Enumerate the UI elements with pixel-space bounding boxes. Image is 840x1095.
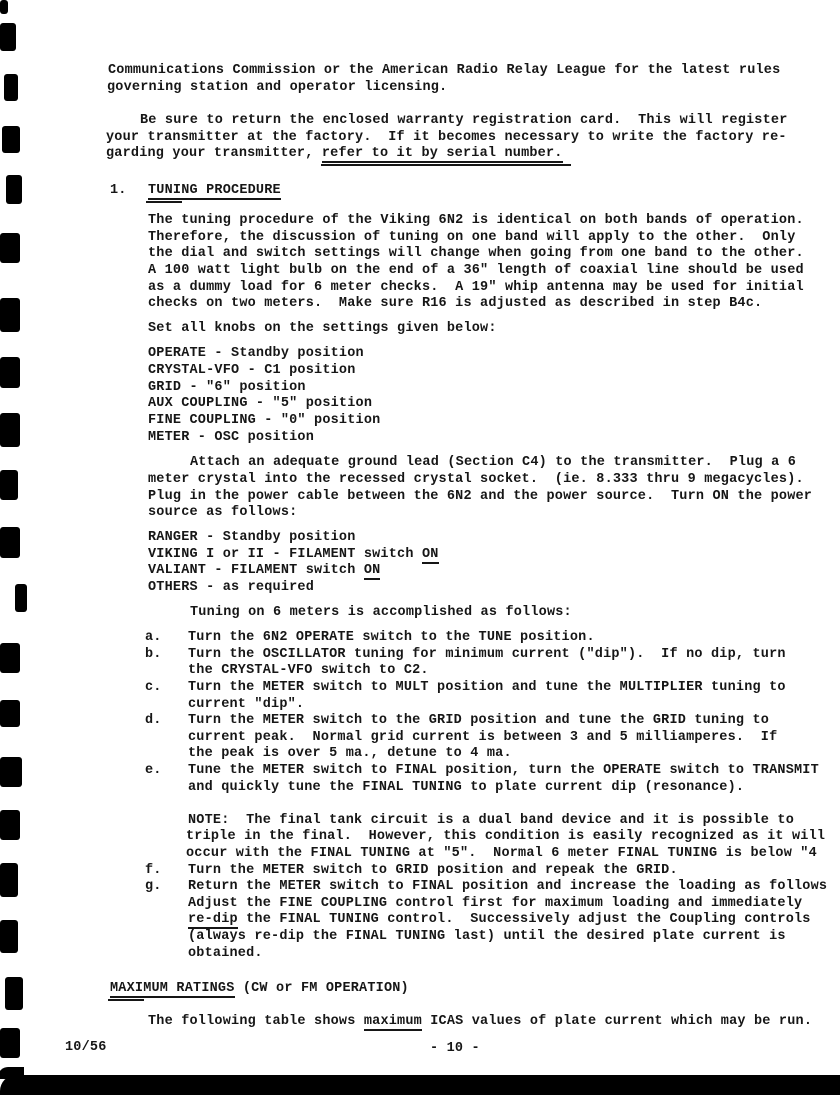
text-line (188, 946, 263, 961)
text-segment: the FINAL TUNING control. Successively adjust the Coupling controls (237, 912, 811, 927)
text-segment: RANGER - Standby position (148, 530, 356, 545)
text-line (186, 829, 825, 844)
binding-hole (0, 527, 20, 558)
text-line (188, 863, 678, 878)
text-line (148, 430, 314, 445)
text-segment: Return the METER switch to FINAL position and increase the loading as follows (188, 879, 828, 894)
binding-hole (0, 700, 20, 727)
binding-hole (0, 810, 20, 840)
underlined-text: maximum (363, 1014, 422, 1029)
text-segment: AUX COUPLING - "5" position (148, 396, 373, 411)
text-line (148, 530, 356, 545)
text-line (186, 846, 817, 861)
text-line (148, 580, 314, 595)
text-line (188, 813, 794, 828)
text-segment: (CW or FM OPERATION) (234, 981, 409, 996)
text-line (188, 713, 769, 728)
text-line (148, 321, 497, 336)
text-line (190, 605, 572, 620)
binding-hole (0, 863, 18, 897)
text-segment: g. (145, 879, 162, 894)
text-segment: c. (145, 680, 162, 695)
text-line (188, 879, 827, 894)
text-line (140, 113, 788, 128)
text-segment: The tuning procedure of the Viking 6N2 is identical on both bands of operation. (148, 213, 804, 228)
binding-hole (0, 920, 18, 953)
text-line (145, 680, 162, 695)
binding-hole (0, 413, 20, 447)
text-segment: b. (145, 647, 162, 662)
underlined-text: ON (363, 563, 381, 578)
text-segment: Turn the 6N2 OPERATE switch to the TUNE position. (188, 630, 595, 645)
text-line (188, 912, 811, 927)
text-line (188, 680, 786, 695)
text-segment: the peak is over 5 ma., detune to 4 ma. (188, 746, 512, 761)
scan-bottom-bar (0, 1075, 840, 1095)
text-line (148, 363, 356, 378)
text-line (148, 505, 297, 520)
text-line (148, 1014, 812, 1029)
text-line (145, 647, 162, 662)
text-line (108, 63, 780, 78)
text-line (148, 413, 380, 428)
binding-hole (0, 298, 20, 332)
text-line (110, 183, 127, 198)
text-line (145, 863, 162, 878)
binding-hole (15, 584, 27, 612)
text-segment: NOTE: The final tank circuit is a dual band device and it is possible to (188, 813, 794, 828)
text-segment: meter crystal into the recessed crystal socket. (ie. 8.333 thru 9 megacycles). (148, 472, 804, 487)
text-line (188, 730, 777, 745)
text-line (148, 263, 804, 278)
text-segment: Turn the METER switch to the GRID position and tune the GRID tuning to (188, 713, 770, 728)
text-segment: VIKING I or II - FILAMENT switch (148, 547, 422, 562)
text-segment: OTHERS - as required (148, 580, 315, 595)
text-line (107, 80, 447, 95)
text-line (148, 547, 439, 562)
text-segment: Therefore, the discussion of tuning on one band will apply to the other. Only (148, 230, 796, 245)
text-line (188, 896, 802, 911)
text-line (188, 663, 429, 678)
text-line (148, 396, 372, 411)
text-segment: Attach an adequate ground lead (Section C4) to the transmitter. Plug a 6 (190, 455, 796, 470)
text-segment: ICAS values of plate current which may be run. (421, 1014, 813, 1029)
binding-hole (2, 126, 20, 153)
text-segment: OPERATE - Standby position (148, 346, 364, 361)
binding-hole (0, 757, 22, 787)
text-segment: Adjust the FINE COUPLING control first for maximum loading and immediately (188, 896, 803, 911)
binding-hole (0, 0, 8, 14)
text-segment: Communications Commission or the American Radio Relay League for the latest rules (108, 63, 781, 78)
text-line (188, 780, 744, 795)
text-line (188, 697, 304, 712)
text-segment: Turn the OSCILLATOR tuning for minimum current ("dip"). If no dip, turn (188, 647, 786, 662)
binding-hole (0, 233, 20, 263)
underlined-text: TUNING PROCEDURE (148, 183, 281, 198)
text-line (188, 763, 819, 778)
text-segment: governing station and operator licensing. (107, 80, 448, 95)
text-line (110, 981, 409, 996)
text-line (145, 630, 162, 645)
text-segment: Tune the METER switch to FINAL position, turn the OPERATE switch to TRANSMIT (188, 763, 819, 778)
text-segment: occur with the FINAL TUNING at "5". Normal 6 meter FINAL TUNING is below "4 (186, 846, 817, 861)
text-segment: checks on two meters. Make sure R16 is adjusted as described in step B4c. (148, 296, 763, 311)
text-segment: (always re-dip the FINAL TUNING last) until the desired plate current is (188, 929, 786, 944)
text-line (148, 183, 281, 198)
text-line (106, 130, 787, 145)
text-segment: and quickly tune the FINAL TUNING to plate current dip (resonance). (188, 780, 745, 795)
text-segment: Turn the METER switch to MULT position and tune the MULTIPLIER tuning to (188, 680, 786, 695)
footer-date: 10/56 (65, 1040, 107, 1055)
text-line (188, 630, 595, 645)
text-segment: Plug in the power cable between the 6N2 and the power source. Turn ON the power (148, 489, 813, 504)
text-line (190, 455, 796, 470)
text-line (148, 213, 804, 228)
binding-hole (5, 977, 23, 1010)
binding-hole (0, 470, 18, 500)
text-segment: d. (145, 713, 162, 728)
text-segment: A 100 watt light bulb on the end of a 36" length of coaxial line should be used (148, 263, 804, 278)
text-segment: e. (145, 763, 162, 778)
text-line (145, 879, 162, 894)
text-segment: source as follows: (148, 505, 298, 520)
binding-hole (4, 74, 18, 101)
text-segment: your transmitter at the factory. If it becomes necessary to write the factory re- (106, 130, 787, 145)
text-line (148, 230, 796, 245)
text-line (145, 713, 162, 728)
text-segment: Tuning on 6 meters is accomplished as follows: (190, 605, 572, 620)
text-segment: Be sure to return the enclosed warranty registration card. This will register (140, 113, 788, 128)
text-line (148, 346, 364, 361)
text-segment: CRYSTAL-VFO - C1 position (148, 363, 356, 378)
text-line (148, 489, 812, 504)
text-segment: a. (145, 630, 162, 645)
text-segment: current peak. Normal grid current is between 3 and 5 milliamperes. If (188, 730, 778, 745)
text-segment: f. (145, 863, 162, 878)
text-segment: the dial and switch settings will change when going from one band to the other. (148, 246, 804, 261)
text-line (188, 746, 512, 761)
text-segment: current "dip". (188, 697, 305, 712)
text-line (148, 296, 762, 311)
text-segment: triple in the final. However, this condition is easily recognized as it will (186, 829, 826, 844)
underlined-text: re-dip (188, 912, 238, 927)
text-segment: the CRYSTAL-VFO switch to C2. (188, 663, 429, 678)
binding-hole (6, 175, 22, 204)
footer-page-number: - 10 - (430, 1041, 480, 1056)
text-segment: FINE COUPLING - "0" position (148, 413, 381, 428)
text-segment: METER - OSC position (148, 430, 315, 445)
text-segment: The following table shows (148, 1014, 364, 1029)
text-segment: GRID - "6" position (148, 380, 306, 395)
text-segment: VALIANT - FILAMENT switch (148, 563, 364, 578)
text-line (188, 929, 786, 944)
binding-hole (0, 357, 20, 388)
text-line (188, 647, 786, 662)
text-segment: 1. (110, 183, 127, 198)
text-segment: Turn the METER switch to GRID position and repeak the GRID. (188, 863, 678, 878)
binding-hole (0, 643, 20, 673)
text-line (148, 246, 804, 261)
binding-hole (0, 1028, 20, 1058)
text-line (148, 280, 804, 295)
text-segment: obtained. (188, 946, 263, 961)
text-line (148, 472, 804, 487)
text-segment: as a dummy load for 6 meter checks. A 19" whip antenna may be used for initial (148, 280, 804, 295)
text-segment: garding your transmitter, (106, 146, 322, 161)
underlined-text: MAXIMUM RATINGS (110, 981, 235, 996)
text-line (145, 763, 162, 778)
text-segment: Set all knobs on the settings given below: (148, 321, 497, 336)
underlined-text: refer to it by serial number. (321, 146, 563, 161)
binding-hole (0, 23, 16, 51)
text-line (148, 563, 380, 578)
text-line (148, 380, 306, 395)
text-line (106, 146, 563, 161)
underlined-text: ON (421, 547, 439, 562)
